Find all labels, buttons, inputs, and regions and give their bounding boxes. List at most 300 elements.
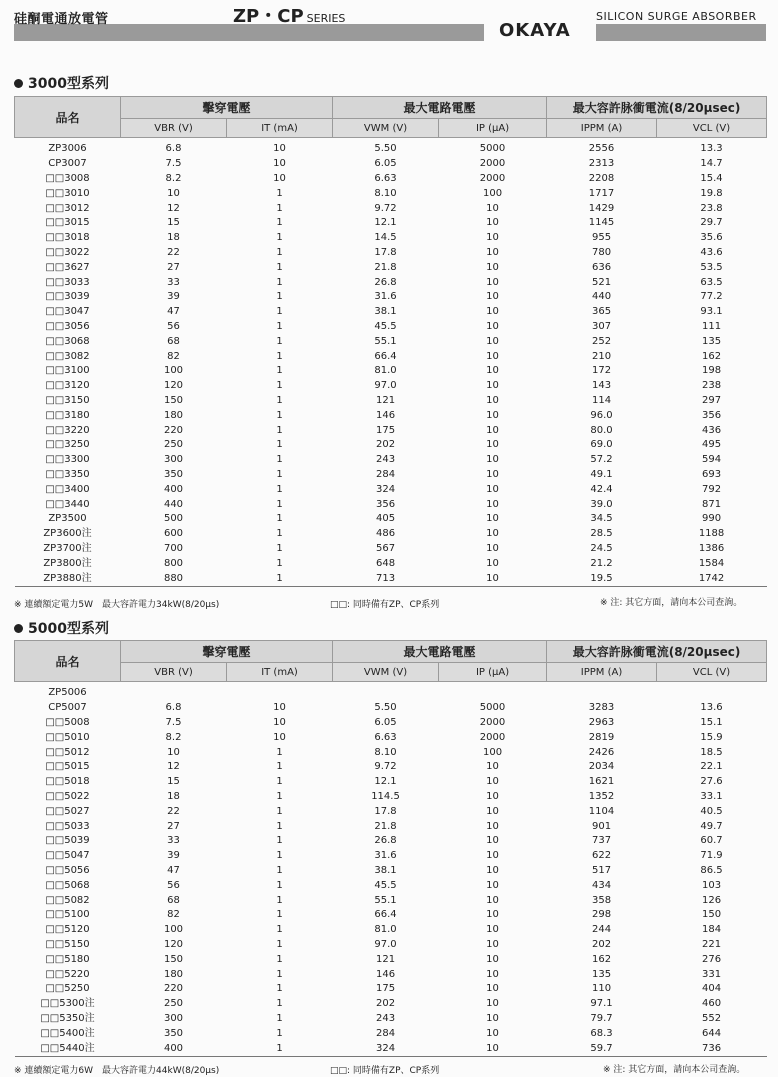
cell-vwm: 486 xyxy=(375,528,396,540)
cell-vcl: 460 xyxy=(701,998,722,1010)
cell-it: 1 xyxy=(276,953,283,965)
section-title-text: 3000型系列 xyxy=(28,76,109,92)
cell-empty xyxy=(547,682,657,701)
cell-name: ZP3800注 xyxy=(43,557,92,569)
cell-vcl: 331 xyxy=(701,968,722,980)
cell-vcl: 29.7 xyxy=(700,217,723,229)
cell-vcl: 14.7 xyxy=(700,158,723,170)
cell-it: 1 xyxy=(276,424,283,436)
cell-vcl: 552 xyxy=(701,1012,722,1024)
table-row xyxy=(15,201,767,216)
cell-ip: 2000 xyxy=(479,158,506,170)
cell-name: □□3015 xyxy=(45,217,90,229)
cell-vwm: 14.5 xyxy=(374,232,397,244)
cell-ip: 10 xyxy=(486,350,499,362)
cell-vbr: 440 xyxy=(163,498,184,510)
cell-vwm: 284 xyxy=(375,468,396,480)
cell-vbr: 39 xyxy=(167,850,180,862)
table-row xyxy=(15,438,767,453)
cell-ippm: 69.0 xyxy=(590,439,613,451)
table-row xyxy=(15,512,767,527)
cell-ippm: 110 xyxy=(591,983,612,995)
col-vcl: VCL (V) xyxy=(657,663,767,682)
cell-it: 1 xyxy=(276,320,283,332)
cell-name: □□3056 xyxy=(45,320,90,332)
cell-vbr: 47 xyxy=(167,864,180,876)
cell-vcl: 77.2 xyxy=(700,291,723,303)
col-name: 品名 xyxy=(15,97,121,138)
cell-ippm: 307 xyxy=(591,320,612,332)
cell-ippm: 68.3 xyxy=(590,1027,613,1039)
cell-it: 1 xyxy=(276,998,283,1010)
table-row xyxy=(15,305,767,320)
cell-it: 10 xyxy=(273,172,286,184)
col-vwm: VWM (V) xyxy=(333,119,439,138)
table-row xyxy=(15,804,767,819)
cell-vcl: 871 xyxy=(701,498,722,510)
header-series xyxy=(233,2,345,28)
cell-vbr: 82 xyxy=(167,350,180,362)
cell-name: ZP3600注 xyxy=(43,528,92,540)
cell-name: □□5012 xyxy=(45,746,90,758)
cell-it: 1 xyxy=(276,365,283,377)
cell-vcl: 93.1 xyxy=(700,306,723,318)
cell-name: □□5350注 xyxy=(40,1012,95,1024)
cell-vcl: 1188 xyxy=(698,528,725,540)
cell-vcl: 436 xyxy=(701,424,722,436)
cell-ippm: 49.1 xyxy=(590,468,613,480)
cell-ippm: 737 xyxy=(591,835,612,847)
cell-ip: 10 xyxy=(486,439,499,451)
cell-vbr: 12 xyxy=(167,761,180,773)
cell-vwm: 146 xyxy=(375,968,396,980)
cell-ip: 10 xyxy=(486,483,499,495)
cell-name: □□5250 xyxy=(45,983,90,995)
cell-ippm: 780 xyxy=(591,246,612,258)
col-vwm: VWM (V) xyxy=(333,663,439,682)
cell-vcl: 19.8 xyxy=(700,187,723,199)
note-both-series-3000: □□: 同時備有ZP、CP系列 xyxy=(330,600,440,610)
bullet-icon xyxy=(14,624,23,633)
cell-name: □□5068 xyxy=(45,879,90,891)
cell-name: □□5022 xyxy=(45,790,90,802)
cell-vbr: 600 xyxy=(163,528,184,540)
cell-it: 10 xyxy=(273,716,286,728)
table-row xyxy=(15,760,767,775)
cell-vwm: 356 xyxy=(375,498,396,510)
table-row xyxy=(15,423,767,438)
cell-vbr: 300 xyxy=(163,454,184,466)
table-row xyxy=(15,231,767,246)
cell-ippm: 434 xyxy=(591,879,612,891)
cell-ippm: 97.1 xyxy=(590,998,613,1010)
cell-vwm: 121 xyxy=(375,394,396,406)
cell-ip: 10 xyxy=(486,454,499,466)
cell-ip: 100 xyxy=(482,187,503,199)
table-row xyxy=(15,730,767,745)
cell-vbr: 68 xyxy=(167,894,180,906)
table-row xyxy=(15,1012,767,1027)
cell-name: □□3012 xyxy=(45,202,90,214)
cell-vbr: 8.2 xyxy=(165,731,182,743)
cell-vbr: 880 xyxy=(121,571,227,586)
cell-vwm: 5.50 xyxy=(374,143,397,155)
cell-name: □□5015 xyxy=(45,761,90,773)
cell-vwm: 21.8 xyxy=(374,261,397,273)
cell-it: 1 xyxy=(276,983,283,995)
cell-it: 1 xyxy=(276,894,283,906)
cell-ip: 10 xyxy=(486,202,499,214)
cell-it: 1 xyxy=(276,483,283,495)
cell-name: □□3180 xyxy=(45,409,90,421)
cell-it: 1 xyxy=(276,439,283,451)
cell-name: □□3068 xyxy=(45,335,90,347)
cell-ippm: 28.5 xyxy=(590,528,613,540)
cell-vwm: 9.72 xyxy=(374,202,397,214)
table-row xyxy=(15,379,767,394)
table-row xyxy=(15,497,767,512)
table-row xyxy=(15,364,767,379)
cell-ip: 10 xyxy=(486,761,499,773)
cell-name: □□5047 xyxy=(45,850,90,862)
col-group-max-current: 最大容許脉衝電流(8/20μsec) xyxy=(547,641,767,663)
cell-vwm: 6.63 xyxy=(374,172,397,184)
cell-ippm: 172 xyxy=(591,365,612,377)
cell-it: 1 xyxy=(276,1012,283,1024)
cell-ip: 2000 xyxy=(479,172,506,184)
cell-name: □□5033 xyxy=(45,820,90,832)
cell-ip: 10 xyxy=(486,938,499,950)
cell-ippm: 2963 xyxy=(588,716,615,728)
cell-vbr: 8.2 xyxy=(165,172,182,184)
cell-it: 1 xyxy=(276,291,283,303)
table-row xyxy=(15,394,767,409)
table-row xyxy=(15,1041,767,1056)
cell-it: 1 xyxy=(276,909,283,921)
cell-vwm: 6.05 xyxy=(374,716,397,728)
cell-ip: 10 xyxy=(486,246,499,258)
cell-ip: 10 xyxy=(439,571,547,586)
cell-vcl: 13.6 xyxy=(700,702,723,714)
table-row xyxy=(15,556,767,571)
cell-ip: 10 xyxy=(486,528,499,540)
cell-vcl: 23.8 xyxy=(700,202,723,214)
cell-it: 1 xyxy=(276,380,283,392)
col-group-breakdown: 擊穿電壓 xyxy=(121,641,333,663)
cell-vbr: 15 xyxy=(167,776,180,788)
cell-vbr: 39 xyxy=(167,291,180,303)
cell-it: 1 xyxy=(276,879,283,891)
cell-vcl: 184 xyxy=(701,924,722,936)
cell-vwm: 9.72 xyxy=(374,761,397,773)
cell-ippm: 298 xyxy=(591,909,612,921)
cell-ippm: 114 xyxy=(591,394,612,406)
cell-vbr: 350 xyxy=(163,1027,184,1039)
table-row xyxy=(15,775,767,790)
col-vbr: VBR (V) xyxy=(121,663,227,682)
cell-ippm: 901 xyxy=(591,820,612,832)
table-row xyxy=(15,408,767,423)
cell-it: 1 xyxy=(276,1027,283,1039)
cell-ip: 10 xyxy=(486,953,499,965)
cell-vcl: 594 xyxy=(701,454,722,466)
note-power-3000: ※ 連續額定電力5W 最大容許電力34kW(8/20μs) xyxy=(14,600,220,610)
cell-it: 1 xyxy=(276,938,283,950)
cell-vcl: 103 xyxy=(701,879,722,891)
cell-ip: 10 xyxy=(486,820,499,832)
cell-ippm: 955 xyxy=(591,232,612,244)
series-word: SERIES xyxy=(306,12,346,25)
cell-name: □□5300注 xyxy=(40,998,95,1010)
cell-vwm: 31.6 xyxy=(374,850,397,862)
cell-it: 1 xyxy=(276,542,283,554)
cell-vbr: 400 xyxy=(121,1041,227,1056)
cell-ippm: 79.7 xyxy=(590,1012,613,1024)
table-row xyxy=(15,138,767,157)
col-group-breakdown: 擊穿電壓 xyxy=(121,97,333,119)
cell-ippm: 80.0 xyxy=(590,424,613,436)
cell-vwm: 648 xyxy=(375,557,396,569)
cell-vcl: 27.6 xyxy=(700,776,723,788)
cell-ip: 10 xyxy=(486,805,499,817)
cell-ip: 10 xyxy=(486,291,499,303)
cell-ip: 10 xyxy=(486,424,499,436)
cell-vbr: 27 xyxy=(167,820,180,832)
cell-vbr: 33 xyxy=(167,835,180,847)
cell-ippm: 252 xyxy=(591,335,612,347)
table-row xyxy=(15,819,767,834)
cell-vwm: 146 xyxy=(375,409,396,421)
cell-it: 10 xyxy=(273,158,286,170)
cell-vbr: 250 xyxy=(163,439,184,451)
cell-vbr: 100 xyxy=(163,365,184,377)
cell-vbr: 800 xyxy=(163,557,184,569)
cell-vwm: 97.0 xyxy=(374,380,397,392)
table-row xyxy=(15,334,767,349)
cell-ippm: 1145 xyxy=(588,217,615,229)
cell-name: ZP3006 xyxy=(48,143,87,155)
cell-name: CP3007 xyxy=(48,158,87,170)
cell-vwm: 324 xyxy=(375,483,396,495)
cell-vcl: 71.9 xyxy=(700,850,723,862)
cell-ip: 10 xyxy=(486,232,499,244)
cell-vbr: 220 xyxy=(163,983,184,995)
cell-vcl: 63.5 xyxy=(700,276,723,288)
cell-vcl: 15.4 xyxy=(700,172,723,184)
cell-it: 1 xyxy=(276,394,283,406)
table-row xyxy=(15,246,767,261)
header-bar-right xyxy=(596,24,766,41)
cell-it: 1 xyxy=(276,924,283,936)
table-row xyxy=(15,701,767,716)
table-row xyxy=(15,849,767,864)
cell-ippm: 19.5 xyxy=(547,571,657,586)
cell-it: 1 xyxy=(276,528,283,540)
cell-name: □□5008 xyxy=(45,716,90,728)
cell-name: ZP3500 xyxy=(48,513,87,525)
table-row xyxy=(15,290,767,305)
cell-name: □□5400注 xyxy=(40,1027,95,1039)
col-it: IT (mA) xyxy=(227,119,333,138)
cell-vwm: 66.4 xyxy=(374,350,397,362)
cell-ippm: 2313 xyxy=(588,158,615,170)
col-ippm: IPPM (A) xyxy=(547,119,657,138)
cell-vbr: 7.5 xyxy=(165,716,182,728)
cell-ip: 10 xyxy=(486,909,499,921)
cell-vwm: 114.5 xyxy=(371,790,400,802)
cell-vbr: 22 xyxy=(167,246,180,258)
cell-name: □□3150 xyxy=(45,394,90,406)
cell-ip: 10 xyxy=(486,924,499,936)
cell-name: □□5440注 xyxy=(15,1041,121,1056)
note-both-series-5000: □□: 同時備有ZP、CP系列 xyxy=(330,1066,440,1076)
cell-ippm: 2426 xyxy=(588,746,615,758)
cell-ippm: 1717 xyxy=(588,187,615,199)
cell-ip: 2000 xyxy=(479,731,506,743)
cell-vcl: 18.5 xyxy=(700,746,723,758)
table-row xyxy=(15,186,767,201)
cell-name: □□3250 xyxy=(45,439,90,451)
cell-vwm: 121 xyxy=(375,953,396,965)
cell-ippm: 202 xyxy=(591,938,612,950)
table-row xyxy=(15,320,767,335)
cell-vcl: 135 xyxy=(701,335,722,347)
cell-it: 1 xyxy=(276,454,283,466)
cell-ip: 10 xyxy=(486,879,499,891)
cell-vwm: 38.1 xyxy=(374,864,397,876)
table-row xyxy=(15,952,767,967)
cell-vbr: 22 xyxy=(167,805,180,817)
cell-vbr: 56 xyxy=(167,320,180,332)
cell-it: 1 xyxy=(276,820,283,832)
cell-vwm: 21.8 xyxy=(374,820,397,832)
cell-vwm: 17.8 xyxy=(374,246,397,258)
cell-vwm: 8.10 xyxy=(374,746,397,758)
cell-vwm: 175 xyxy=(375,983,396,995)
col-group-max-voltage: 最大電路電壓 xyxy=(333,641,547,663)
cell-ippm: 3283 xyxy=(588,702,615,714)
cell-ippm: 1429 xyxy=(588,202,615,214)
table-row xyxy=(15,453,767,468)
cell-ip: 10 xyxy=(486,217,499,229)
cell-ippm: 2208 xyxy=(588,172,615,184)
cell-vwm: 243 xyxy=(375,1012,396,1024)
table-row xyxy=(15,157,767,172)
cell-name: □□3400 xyxy=(45,483,90,495)
cell-it: 1 xyxy=(276,498,283,510)
col-group-max-voltage: 最大電路電壓 xyxy=(333,97,547,119)
col-ip: IP (μA) xyxy=(439,663,547,682)
table-row xyxy=(15,893,767,908)
table-row xyxy=(15,864,767,879)
cell-vcl: 60.7 xyxy=(700,835,723,847)
cell-vwm: 202 xyxy=(375,998,396,1010)
cell-vbr: 18 xyxy=(167,232,180,244)
cell-vwm: 405 xyxy=(375,513,396,525)
cell-vcl: 40.5 xyxy=(700,805,723,817)
col-vcl: VCL (V) xyxy=(657,119,767,138)
cell-vwm: 38.1 xyxy=(374,306,397,318)
cell-it: 1 xyxy=(276,202,283,214)
cell-ip: 10 xyxy=(486,998,499,1010)
cell-vwm: 97.0 xyxy=(374,938,397,950)
cell-ippm: 517 xyxy=(591,864,612,876)
cell-name: CP5007 xyxy=(48,702,87,714)
cell-name: □□3033 xyxy=(45,276,90,288)
cell-vcl: 150 xyxy=(701,909,722,921)
cell-vbr: 150 xyxy=(163,394,184,406)
cell-vbr: 250 xyxy=(163,998,184,1010)
cell-ippm: 2819 xyxy=(588,731,615,743)
cell-vcl: 198 xyxy=(701,365,722,377)
section-title-text: 5000型系列 xyxy=(28,621,109,637)
table-row xyxy=(15,923,767,938)
cell-name: □□5056 xyxy=(45,864,90,876)
cell-ip: 10 xyxy=(486,335,499,347)
cell-ippm: 622 xyxy=(591,850,612,862)
cell-it: 1 xyxy=(276,246,283,258)
cell-ip: 100 xyxy=(482,746,503,758)
cell-vwm: 8.10 xyxy=(374,187,397,199)
cell-it: 1 xyxy=(276,350,283,362)
cell-vbr: 700 xyxy=(163,542,184,554)
cell-ip: 10 xyxy=(486,394,499,406)
cell-vbr: 7.5 xyxy=(165,158,182,170)
series-name: ZP・CP xyxy=(233,6,304,27)
cell-ippm: 636 xyxy=(591,261,612,273)
cell-vcl: 33.1 xyxy=(700,790,723,802)
cell-it: 1 xyxy=(276,217,283,229)
cell-vcl: 1386 xyxy=(698,542,725,554)
cell-ip: 10 xyxy=(486,542,499,554)
cell-name: □□3047 xyxy=(45,306,90,318)
cell-vbr: 15 xyxy=(167,217,180,229)
col-name: 品名 xyxy=(15,641,121,682)
cell-vcl: 1742 xyxy=(657,571,767,586)
cell-vbr: 180 xyxy=(163,409,184,421)
cell-ippm: 1621 xyxy=(588,776,615,788)
cell-it: 1 xyxy=(276,261,283,273)
table-row xyxy=(15,468,767,483)
cell-vcl: 276 xyxy=(701,953,722,965)
cell-vbr: 100 xyxy=(163,924,184,936)
cell-ip: 5000 xyxy=(479,143,506,155)
cell-it: 1 xyxy=(276,968,283,980)
cell-name: □□3300 xyxy=(45,454,90,466)
cell-vwm: 81.0 xyxy=(374,924,397,936)
cell-vbr: 120 xyxy=(163,938,184,950)
cell-ip: 5000 xyxy=(479,702,506,714)
cell-it: 1 xyxy=(276,409,283,421)
table-row xyxy=(15,682,767,701)
cell-ippm: 162 xyxy=(591,953,612,965)
cell-name: □□3022 xyxy=(45,246,90,258)
cell-ip: 10 xyxy=(486,790,499,802)
table-row xyxy=(15,716,767,731)
cell-empty xyxy=(657,682,767,701)
header-product-type: SILICON SURGE ABSORBER xyxy=(596,10,757,23)
table-row xyxy=(15,527,767,542)
cell-ip: 10 xyxy=(486,1027,499,1039)
cell-ip: 10 xyxy=(486,776,499,788)
cell-vwm: 17.8 xyxy=(374,805,397,817)
cell-ip: 10 xyxy=(486,306,499,318)
cell-name: □□5039 xyxy=(45,835,90,847)
note-other-5000: ※ 注: 其它方面，請向本公司查詢。 xyxy=(603,1065,746,1075)
cell-it: 10 xyxy=(273,143,286,155)
cell-ippm: 24.5 xyxy=(590,542,613,554)
section-title-5000 xyxy=(14,618,109,638)
